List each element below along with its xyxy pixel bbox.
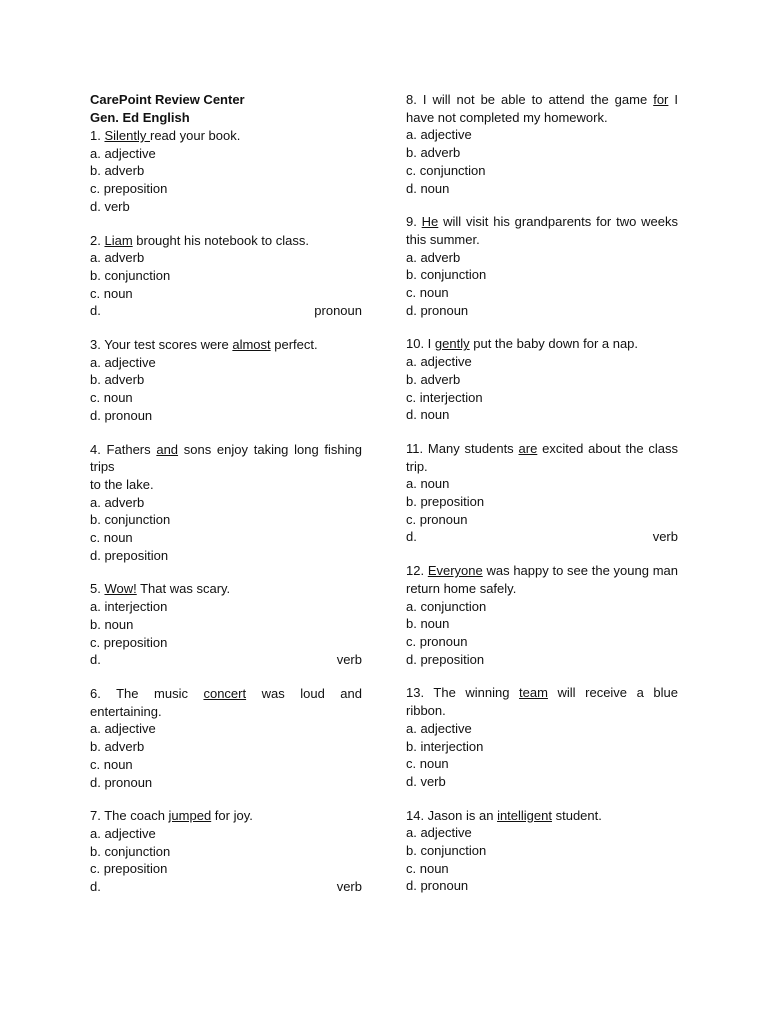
stem-text: 4. Fathers: [90, 441, 157, 457]
option-text: preposition: [100, 547, 169, 563]
option-letter: b.: [90, 739, 101, 755]
underlined-word: intelligent: [497, 807, 552, 823]
option-letter: b.: [406, 616, 417, 632]
question-item: [90, 441, 362, 565]
option-letter: a.: [90, 145, 101, 161]
question-item: [406, 335, 678, 424]
question-item: [90, 232, 362, 321]
option-letter: d.: [90, 198, 101, 214]
answer-option: [406, 371, 678, 389]
option-text: conjunction: [416, 843, 487, 859]
option-letter: a.: [406, 476, 417, 492]
stem-text: 12.: [406, 563, 428, 579]
stem-text: excited about the class trip.: [406, 440, 679, 474]
answer-option: [90, 878, 362, 896]
answer-option: [406, 633, 678, 651]
option-letter: d.: [90, 652, 101, 668]
option-text: preposition: [100, 861, 168, 877]
option-letter: a.: [406, 249, 417, 265]
option-letter: d.: [406, 878, 417, 894]
option-text: pronoun: [416, 302, 469, 318]
option-text: verb: [336, 652, 362, 668]
option-text: conjunction: [416, 267, 487, 283]
stem-text: 14. Jason is an: [406, 807, 498, 823]
answer-option: [90, 720, 362, 738]
option-letter: c.: [90, 634, 101, 650]
stem-text: was happy to see the young man return home safely.: [406, 563, 678, 596]
stem-text: perfect.: [270, 337, 318, 353]
subject-title: Gen. Ed English: [90, 110, 190, 125]
option-letter: b.: [90, 163, 101, 179]
question-stem: [90, 685, 362, 720]
option-text: conjunction: [100, 512, 171, 528]
stem-text: was loud and entertaining.: [90, 685, 362, 719]
option-text: noun: [416, 476, 450, 492]
question-stem: [90, 441, 362, 494]
option-text: pronoun: [100, 407, 153, 423]
stem-text: 1.: [90, 128, 105, 143]
option-letter: c.: [90, 530, 101, 546]
center-title: CarePoint Review Center: [90, 92, 245, 107]
question-item: [406, 91, 678, 197]
stem-text: 3. Your test scores were: [90, 337, 233, 353]
option-text: pronoun: [100, 774, 153, 790]
option-text: noun: [100, 390, 133, 406]
option-letter: d.: [90, 774, 101, 790]
answer-option: [90, 756, 362, 774]
question-stem: [406, 335, 678, 353]
answer-option: [90, 494, 362, 512]
answer-option: [406, 824, 678, 842]
option-letter: b.: [90, 843, 101, 859]
option-letter: a.: [90, 599, 101, 615]
question-item: [406, 440, 678, 546]
option-text: adjective: [416, 354, 472, 370]
stem-text: 11. Many students: [406, 440, 519, 456]
question-item: [406, 562, 678, 668]
answer-option: [406, 126, 678, 144]
option-letter: a.: [406, 825, 417, 841]
answer-option: [90, 389, 362, 407]
answer-option: [90, 198, 362, 216]
stem-text: sons enjoy taking long fishing trips: [90, 441, 362, 475]
question-item: [90, 685, 362, 791]
answer-option: [406, 877, 678, 895]
option-letter: c.: [90, 756, 101, 772]
answer-option: [406, 511, 678, 529]
option-text: adjective: [100, 145, 156, 161]
answer-option: [406, 493, 678, 511]
option-text: interjection: [416, 389, 483, 405]
option-text: noun: [416, 407, 450, 423]
option-text: preposition: [100, 181, 168, 197]
answer-option: [406, 615, 678, 633]
option-text: adverb: [100, 372, 145, 388]
option-letter: b.: [406, 267, 417, 283]
underlined-word: concert: [203, 685, 247, 701]
question-stem: [90, 232, 362, 250]
answer-option: [406, 249, 678, 267]
option-letter: c.: [406, 389, 417, 405]
option-text: noun: [416, 180, 450, 196]
option-letter: d.: [406, 302, 417, 318]
option-text: conjunction: [416, 598, 487, 614]
underlined-word: Wow!: [104, 581, 137, 597]
option-text: verb: [652, 529, 678, 545]
option-letter: a.: [90, 494, 101, 510]
stem-text: 9.: [406, 214, 422, 230]
stem-text: will receive a blue ribbon.: [406, 685, 678, 719]
stem-text: That was scary.: [136, 581, 231, 597]
option-letter: c.: [406, 860, 417, 876]
option-letter: c.: [406, 162, 417, 178]
answer-option: [90, 267, 362, 285]
option-text: adjective: [416, 127, 472, 143]
option-text: conjunction: [100, 843, 171, 859]
answer-option: [90, 302, 362, 320]
stem-text: I have not completed my homework.: [406, 92, 678, 125]
option-letter: b.: [90, 512, 101, 528]
option-text: adjective: [416, 825, 472, 841]
question-item: [90, 127, 362, 216]
question-item: [406, 213, 678, 319]
option-letter: c.: [90, 285, 101, 301]
question-stem: [90, 807, 362, 825]
option-letter: d.: [406, 529, 417, 545]
answer-option: [90, 774, 362, 792]
option-text: adjective: [100, 354, 156, 370]
option-text: adverb: [100, 163, 145, 179]
option-letter: a.: [406, 354, 417, 370]
option-letter: b.: [406, 145, 417, 161]
option-text: conjunction: [100, 267, 171, 283]
option-text: interjection: [416, 738, 484, 754]
underlined-word: He: [421, 214, 439, 230]
option-letter: b.: [90, 267, 101, 283]
answer-option: [406, 302, 678, 320]
option-letter: b.: [406, 738, 417, 754]
answer-option: [90, 547, 362, 565]
answer-option: [406, 720, 678, 738]
answer-option: [90, 738, 362, 756]
question-stem: [406, 807, 678, 825]
option-letter: d.: [406, 407, 417, 423]
answer-option: [406, 180, 678, 198]
option-letter: b.: [90, 372, 101, 388]
option-letter: d.: [90, 407, 101, 423]
option-text: conjunction: [416, 162, 486, 178]
option-text: noun: [100, 616, 134, 632]
option-text: adjective: [100, 721, 156, 737]
answer-option: [406, 738, 678, 756]
question-stem: [406, 213, 678, 248]
question-stem: [406, 562, 678, 597]
question-stem: [90, 336, 362, 354]
option-letter: a.: [90, 825, 101, 841]
answer-option: [90, 651, 362, 669]
question-item: [90, 580, 362, 669]
option-text: verb: [416, 773, 446, 789]
option-letter: c.: [406, 285, 417, 301]
option-text: interjection: [100, 599, 168, 615]
answer-option: [406, 389, 678, 407]
option-text: pronoun: [416, 878, 469, 894]
option-letter: c.: [406, 756, 417, 772]
option-text: noun: [416, 285, 449, 301]
option-letter: c.: [90, 390, 101, 406]
answer-option: [90, 145, 362, 163]
option-text: adverb: [100, 250, 145, 266]
option-text: pronoun: [416, 511, 468, 527]
answer-option: [406, 842, 678, 860]
answer-option: [90, 180, 362, 198]
underlined-word: for: [653, 92, 669, 107]
option-letter: a.: [406, 598, 417, 614]
stem-text: to the lake.: [90, 476, 154, 492]
answer-option: [90, 407, 362, 425]
option-text: adverb: [100, 739, 145, 755]
underlined-word: gently: [434, 336, 470, 352]
answer-option: [90, 634, 362, 652]
option-text: noun: [416, 860, 449, 876]
stem-text: put the baby down for a nap.: [469, 336, 639, 352]
question-item: [406, 684, 678, 790]
answer-option: [406, 353, 678, 371]
question-item: [406, 807, 678, 896]
answer-option: [90, 285, 362, 303]
answer-option: [90, 825, 362, 843]
stem-text: read your book.: [150, 128, 241, 143]
option-letter: a.: [90, 354, 101, 370]
question-stem: [90, 580, 362, 598]
answer-option: [90, 249, 362, 267]
option-letter: d.: [406, 773, 417, 789]
answer-option: [90, 511, 362, 529]
option-text: adjective: [416, 720, 472, 736]
underlined-word: and: [156, 441, 179, 457]
option-text: noun: [100, 285, 133, 301]
option-text: adverb: [416, 145, 461, 161]
option-letter: d.: [90, 879, 101, 895]
answer-option: [90, 843, 362, 861]
answer-option: [90, 860, 362, 878]
stem-text: brought his notebook to class.: [132, 232, 309, 248]
answer-option: [90, 598, 362, 616]
answer-option: [406, 475, 678, 493]
option-letter: b.: [90, 616, 101, 632]
option-text: noun: [100, 530, 133, 546]
option-letter: c.: [90, 861, 101, 877]
option-text: pronoun: [416, 633, 468, 649]
stem-text: 7. The coach: [90, 808, 169, 824]
option-letter: a.: [90, 721, 101, 737]
question-item: [90, 336, 362, 425]
answer-option: [406, 651, 678, 669]
option-letter: d.: [90, 547, 101, 563]
answer-option: [406, 860, 678, 878]
option-letter: d.: [90, 303, 101, 319]
option-text: adjective: [100, 825, 156, 841]
underlined-word: Silently: [104, 128, 150, 143]
answer-option: [406, 528, 678, 546]
option-text: noun: [100, 756, 133, 772]
option-letter: d.: [406, 180, 417, 196]
option-text: adverb: [416, 371, 461, 387]
stem-text: 6. The music: [90, 685, 204, 701]
question-stem: [406, 91, 678, 126]
option-text: preposition: [416, 494, 485, 510]
stem-text: 13. The winning: [406, 685, 520, 701]
option-text: preposition: [100, 634, 168, 650]
stem-text: student.: [552, 807, 602, 823]
answer-option: [90, 354, 362, 372]
underlined-word: team: [519, 685, 548, 701]
option-text: preposition: [416, 651, 485, 667]
stem-text: 10. I: [406, 336, 435, 352]
answer-option: [406, 284, 678, 302]
question-stem: [406, 684, 678, 719]
stem-text: 8. I will not be able to attend the game: [406, 92, 654, 107]
option-letter: a.: [406, 720, 417, 736]
answer-option: [406, 144, 678, 162]
option-letter: c.: [406, 511, 417, 527]
stem-text: will visit his grandparents for two weeks this summer.: [406, 214, 678, 247]
option-text: adverb: [100, 494, 145, 510]
option-letter: b.: [406, 494, 417, 510]
right-column: [406, 91, 678, 911]
answer-option: [406, 162, 678, 180]
stem-text: 5.: [90, 581, 105, 597]
underlined-word: are: [518, 440, 538, 456]
option-text: noun: [416, 616, 450, 632]
question-item: [90, 807, 362, 896]
answer-option: [90, 529, 362, 547]
question-stem: [90, 127, 362, 145]
option-letter: b.: [406, 843, 417, 859]
answer-option: [406, 773, 678, 791]
answer-option: [406, 755, 678, 773]
answer-option: [406, 406, 678, 424]
stem-text: 2.: [90, 232, 105, 248]
option-letter: c.: [90, 181, 101, 197]
option-text: adverb: [416, 249, 461, 265]
underlined-word: almost: [232, 337, 271, 353]
answer-option: [90, 162, 362, 180]
option-letter: b.: [406, 371, 417, 387]
answer-option: [90, 616, 362, 634]
underlined-word: jumped: [168, 808, 212, 824]
left-column: [90, 91, 362, 912]
answer-option: [406, 266, 678, 284]
stem-text: for joy.: [211, 808, 253, 824]
option-text: pronoun: [314, 303, 362, 319]
underlined-word: Everyone: [427, 563, 483, 579]
underlined-word: Liam: [104, 232, 133, 248]
option-text: verb: [100, 198, 130, 214]
option-letter: d.: [406, 651, 417, 667]
option-text: verb: [336, 879, 362, 895]
option-letter: c.: [406, 633, 417, 649]
option-letter: a.: [90, 250, 101, 266]
answer-option: [90, 371, 362, 389]
question-stem: [406, 440, 678, 475]
option-text: noun: [416, 756, 449, 772]
option-letter: a.: [406, 127, 417, 143]
answer-option: [406, 598, 678, 616]
